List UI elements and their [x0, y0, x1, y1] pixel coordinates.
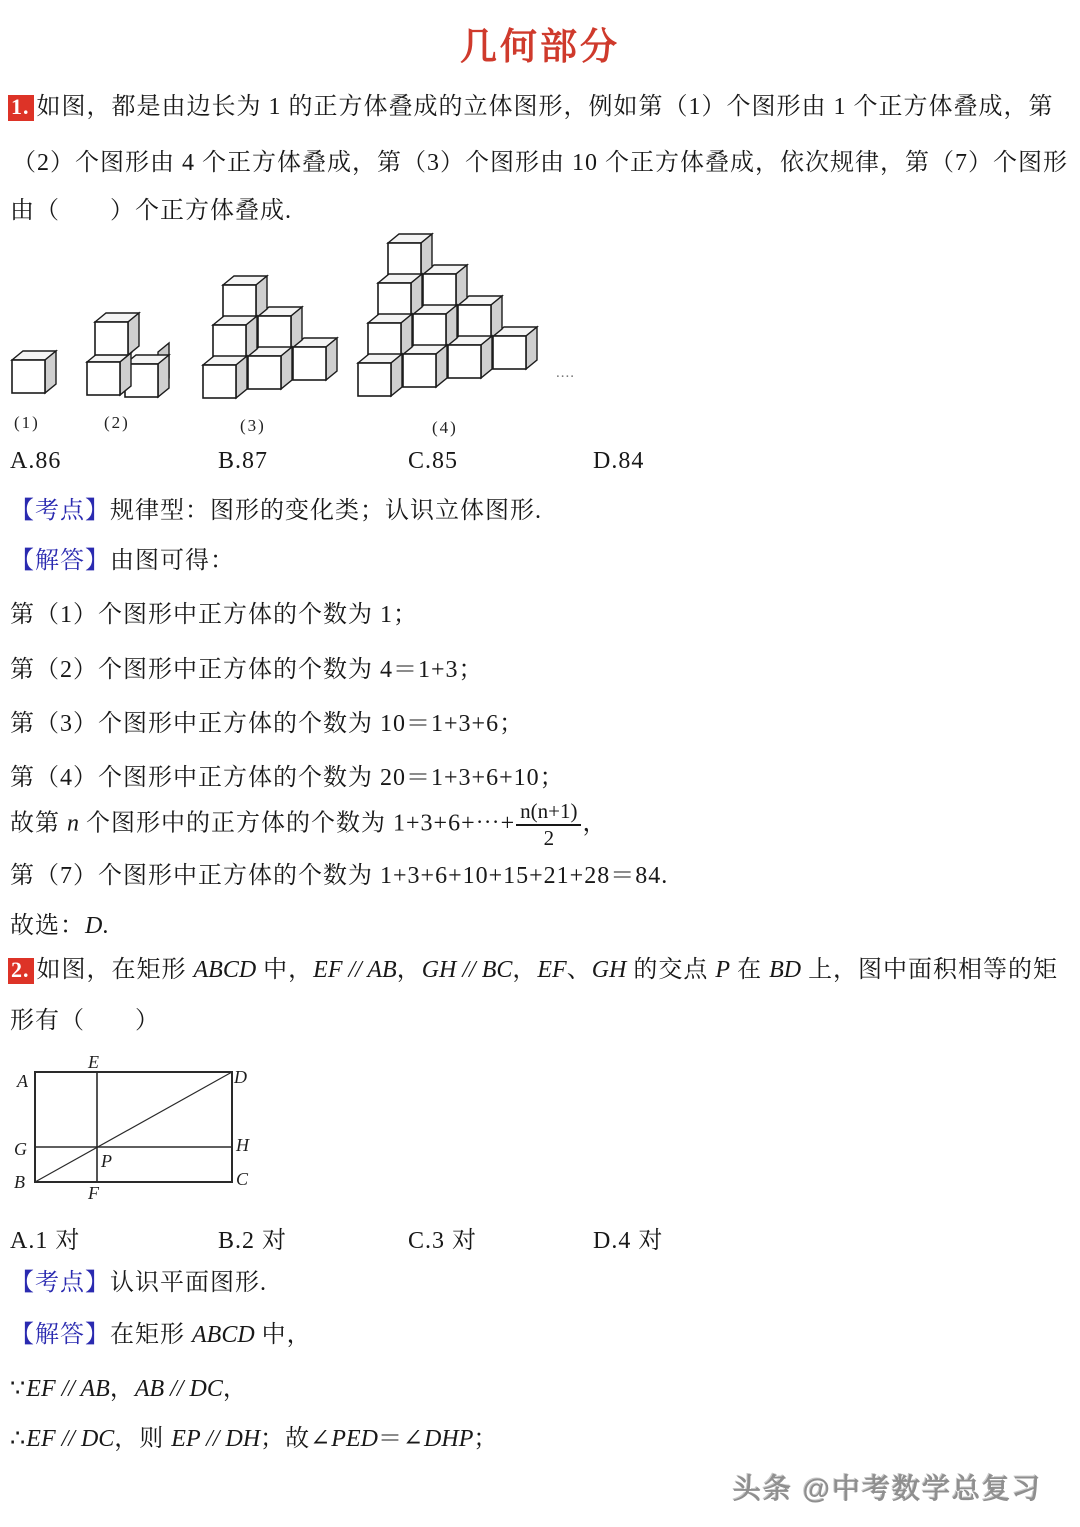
solution-line-3: 第（3）个图形中正方体的个数为 10＝1+3+6；: [10, 711, 525, 737]
kaodian-text: 规律型：图形的变化类；认识立体图形.: [110, 498, 542, 524]
solution-line-1: 第（1）个图形中正方体的个数为 1；: [10, 602, 418, 628]
figure-3-label: (3): [240, 416, 266, 435]
watermark: 头条 @中考数学总复习: [732, 1473, 1042, 1504]
label-B: B: [14, 1172, 25, 1192]
answer-letter: D: [85, 913, 103, 939]
solution-line-2: 第（2）个图形中正方体的个数为 4＝1+3；: [10, 657, 484, 683]
kaodian-keyword: 【考点】: [10, 1270, 110, 1296]
option-a: A.1 对: [10, 1228, 81, 1254]
label-G: G: [14, 1139, 27, 1159]
jieda-keyword: 【解答】: [10, 1322, 110, 1348]
figure-4: [358, 234, 537, 396]
kaodian-text: 认识平面图形.: [110, 1270, 267, 1296]
problem2-jieda: 【解答】在矩形 ABCD 中，: [10, 1322, 312, 1348]
diagonal-BD: [35, 1072, 232, 1182]
problem1-jieda: [10, 546, 235, 576]
answer-pre: 故选：: [10, 913, 85, 939]
problem1-line1: [8, 92, 1054, 122]
figure-2-label: (2): [104, 413, 130, 432]
label-A: A: [17, 1071, 28, 1091]
cube-figures: [0, 228, 600, 438]
s5-mid: 个图形中的正方体的个数为 1+3+6+⋯+: [79, 810, 516, 837]
jieda-text: 由图可得：: [110, 548, 235, 574]
problem1-kaodian: [10, 496, 542, 526]
option-d: D.84: [593, 448, 645, 474]
option-c: C.85: [408, 448, 459, 474]
option-b: B.87: [218, 448, 269, 474]
problem2-number-badge: 2.: [8, 958, 34, 984]
problem2-solution-1: ∵EF // AB，AB // DC，: [10, 1376, 248, 1402]
label-D: D: [234, 1067, 247, 1087]
fraction-denominator: 2: [543, 826, 555, 851]
fraction: [516, 800, 581, 850]
s5-pre: 故第: [10, 810, 67, 837]
answer-post: .: [102, 913, 110, 939]
problem1-line2: （2）个图形由 4 个正方体叠成，第（3）个图形由 10 个正方体叠成，依次规律，第（7）个图形: [12, 150, 1068, 176]
figure-1: [12, 351, 56, 393]
solution-line-5: [10, 800, 607, 850]
label-P: P: [101, 1151, 112, 1171]
rectangle-diagram: [0, 1048, 270, 1208]
solution-line-4: 第（4）个图形中正方体的个数为 20＝1+3+6+10；: [10, 765, 565, 791]
option-b: B.2 对: [218, 1228, 288, 1254]
label-F: F: [88, 1183, 99, 1203]
jieda-keyword: 【解答】: [10, 548, 110, 574]
s5-var: n: [67, 810, 79, 837]
figure-3: [203, 276, 337, 398]
problem2-line2: 形有（ ）: [10, 1008, 160, 1034]
figure-2: [87, 313, 169, 397]
problem2-line1: 2. 如图，在矩形 ABCD 中，EF // AB，GH // BC，EF、GH 的交点 P 在 BD 上，图中面积相等的矩: [8, 955, 1058, 985]
kaodian-keyword: 【考点】: [10, 498, 110, 524]
problem2-solution-2: ∴EF // DC，则 EP // DH；故∠PED＝∠DHP；: [10, 1426, 499, 1452]
label-C: C: [236, 1169, 249, 1189]
problem1-number-badge: 1.: [8, 95, 34, 121]
figure-4-label: (4): [432, 418, 458, 437]
label-H: H: [236, 1135, 249, 1155]
ellipsis-dots: ....: [556, 365, 575, 381]
s5-post: ，: [582, 810, 608, 837]
figure-1-label: (1): [14, 413, 40, 432]
solution-answer: [10, 911, 109, 941]
page-title: 几何部分: [460, 27, 620, 68]
problem1-line3: 由（ ）个正方体叠成.: [10, 198, 292, 224]
option-d: D.4 对: [593, 1228, 664, 1254]
solution-line-6: 第（7）个图形中正方体的个数为 1+3+6+10+15+21+28＝84.: [10, 863, 669, 889]
fraction-numerator: n(n+1): [516, 800, 581, 826]
problem2-kaodian: [10, 1268, 267, 1298]
option-c: C.3 对: [408, 1228, 478, 1254]
option-a: A.86: [10, 448, 62, 474]
label-E: E: [88, 1052, 99, 1072]
problem1-text1: 如图，都是由边长为 1 的正方体叠成的立体图形，例如第（1）个图形由 1 个正方体叠成，第: [36, 94, 1054, 120]
